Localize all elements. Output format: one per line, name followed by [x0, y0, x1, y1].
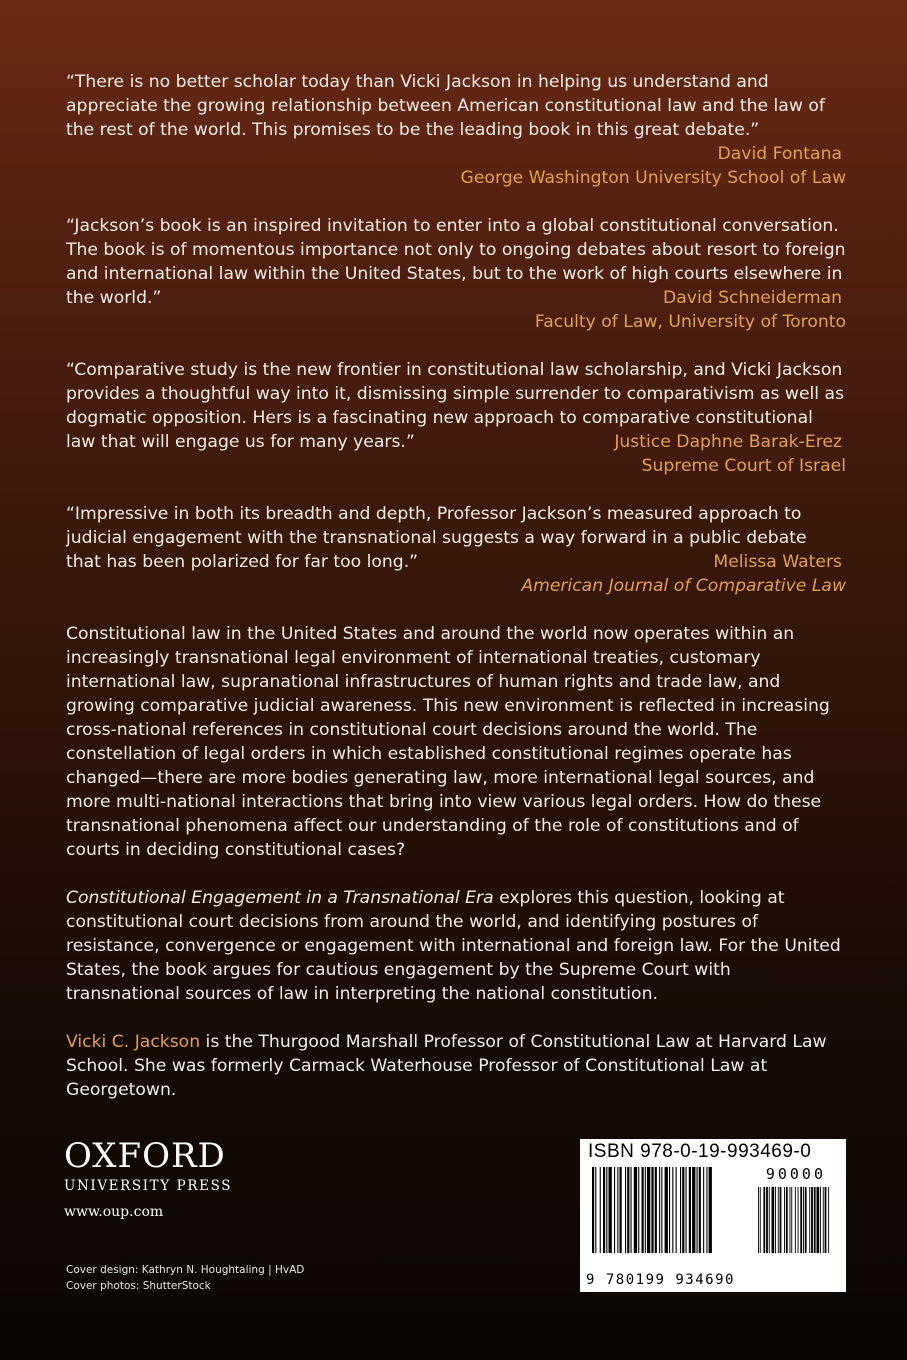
author-bio-text: is the Thurgood Marshall Professor of Constitutional Law at Harvard Law School. She was formerly Carmack Waterhouse Professor of Constitutional Law at Georgetown. [66, 1032, 827, 1100]
quote-affiliation: George Washington University School of Law [460, 168, 846, 188]
quote-2 [66, 214, 846, 334]
quote-attribution [66, 142, 846, 190]
quote-1 [66, 70, 846, 190]
barcode-box [580, 1139, 846, 1292]
price-code: 90000 [765, 1165, 826, 1183]
quote-author: David Fontana [717, 144, 842, 164]
isbn-label: ISBN 978-0-19-993469-0 [588, 1141, 812, 1162]
quote-affiliation: American Journal of Comparative Law [521, 576, 846, 596]
barcode-icon [590, 1167, 836, 1271]
author-bio [66, 1030, 850, 1102]
description-paragraph-2 [66, 886, 850, 1006]
publisher-url: www.oup.com [64, 1204, 164, 1220]
barcode-digits: 9 780199 934690 [586, 1272, 735, 1288]
quote-text: “Impressive in both its breadth and depth, Professor Jackson’s measured approach to judicial engagement with the transnational suggests a way forward in a public debate that has been polarized for far too long.” [66, 504, 807, 572]
quote-text: “Jackson’s book is an inspired invitation to enter into a global constitutional conversation. The book is of momentous importance not only to ongoing debates about resort to foreign and international law within the United States, but to the work of high courts elsewhere in the world.” [66, 216, 846, 308]
publisher-block [64, 1136, 232, 1220]
quote-author: Melissa Waters [713, 552, 842, 572]
description-text: explores this question, looking at constitutional court decisions from around the world, and identifying postures of resistance, convergence or engagement with international and foreign law. For the United States, the book argues for cautious engagement by the Supreme Court with transnational sources of law in interpreting the national constitution. [66, 888, 841, 1004]
quote-4 [66, 502, 846, 598]
cover-photo-credit: Cover photos: ShutterStock [66, 1280, 211, 1292]
author-name: Vicki C. Jackson [66, 1032, 201, 1052]
quote-text: “Comparative study is the new frontier in constitutional law scholarship, and Vicki Jackson provides a thoughtful way into it, dismissing simple surrender to comparativism as well as dogmatic opposition. Hers is a fascinating new approach to comparative constitutional law that will engage us for many years.” [66, 360, 845, 452]
quote-affiliation: Supreme Court of Israel [641, 456, 846, 476]
oxford-logo: OXFORD [64, 1136, 226, 1176]
quote-affiliation: Faculty of Law, University of Toronto [534, 312, 846, 332]
quote-text: “There is no better scholar today than Vicki Jackson in helping us understand and appreciate the growing relationship between American constitutional law and the law of the rest of the world. This promises to be the leading book in this great debate.” [66, 72, 825, 140]
quote-attribution [66, 286, 846, 334]
book-title: Constitutional Engagement in a Transnational Era [66, 888, 494, 908]
press-name: UNIVERSITY PRESS [64, 1178, 233, 1194]
quote-3 [66, 358, 846, 478]
cover-credits [66, 1262, 304, 1294]
cover-design-credit: Cover design: Kathryn N. Houghtaling | HvAD [66, 1264, 305, 1276]
quote-author: Justice Daphne Barak-Erez [614, 432, 842, 452]
description-paragraph-1: Constitutional law in the United States and around the world now operates within an increasingly transnational legal environment of international treaties, customary international law, supranational infrastructures of human rights and trade law, and growing comparative judicial awareness. This new environment is reflected in increasing cross-national references in constitutional court decisions around the world. The constellation of legal orders in which established constitutional regimes operate has changed—there are more bodies generating law, more international legal sources, and more multi-national interactions that bring into view various legal orders. How do these transnational phenomena affect our understanding of the role of constitutions and of courts in deciding constitutional cases? [66, 624, 830, 860]
quote-author: David Schneiderman [663, 288, 842, 308]
